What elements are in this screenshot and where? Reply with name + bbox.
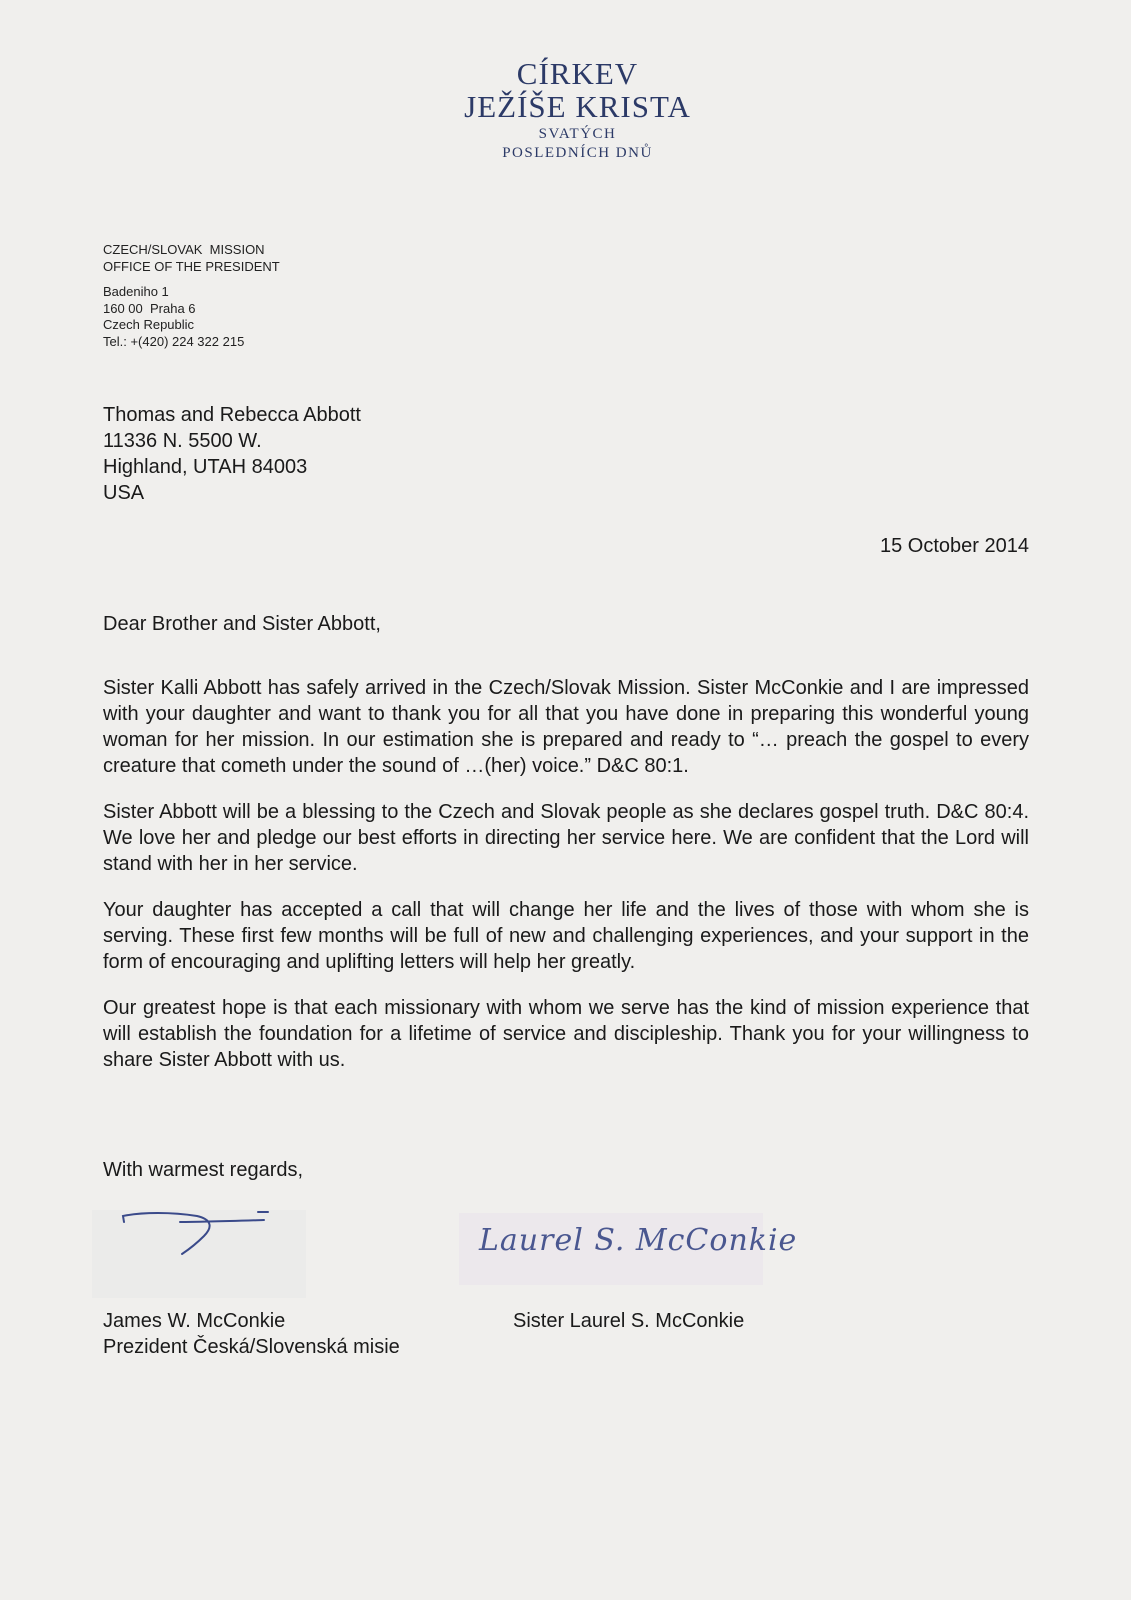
signatory-laurel-name: Sister Laurel S. McConkie [513, 1310, 745, 1332]
sender-street: Badeniho 1 [103, 284, 169, 299]
sender-country: Czech Republic [103, 317, 195, 332]
logo-line-1: CÍRKEV [516, 56, 639, 91]
signature-laurel [459, 1213, 798, 1285]
logo-line-2: JEŽÍŠE KRISTA [464, 89, 691, 124]
salutation: Dear Brother and Sister Abbott, [103, 613, 381, 635]
recipient-names: Thomas and Rebecca Abbott [103, 404, 361, 426]
letter-date: 15 October 2014 [880, 535, 1029, 557]
body-paragraph: Sister Abbott will be a blessing to the Czech and Slovak people as she declares gospel truth. D&C 80:4. We love her and pledge our best efforts in directing her service here. We are confident that the Lord will stand with her in her service. [103, 801, 1029, 875]
logo-line-4: POSLEDNÍCH DNŮ [502, 145, 653, 161]
closing: With warmest regards, [103, 1159, 304, 1181]
body-paragraph: Our greatest hope is that each missionary with whom we serve has the kind of mission experience that will establish the foundation for a lifetime of service and discipleship. Thank you for your willingness to share Sister Abbott with us. [103, 997, 1029, 1071]
signature-laurel-image: Laurel S. McConkie [479, 1223, 798, 1258]
sender-city: 160 00 Praha 6 [103, 300, 196, 316]
recipient-country: USA [103, 482, 145, 504]
sender-office: OFFICE OF THE PRESIDENT [103, 258, 280, 274]
signatory-james-name: James W. McConkie [103, 1310, 286, 1332]
recipient-address [103, 402, 361, 506]
signature-james-image [92, 1210, 306, 1298]
logo-line-3: SVATÝCH [538, 126, 617, 142]
body-paragraph: Sister Kalli Abbott has safely arrived in the Czech/Slovak Mission. Sister McConkie and I are impressed with your daughter and want to thank you for all that you have done in preparing this wonderful young woman for her mission. In our estimation she is prepared and ready to “… preach the gospel to every creature that cometh under the sound of …(her) voice.” D&C 80:1. [103, 677, 1029, 777]
sender-phone: Tel.: +(420) 224 322 215 [103, 333, 245, 349]
letter-body [103, 675, 1029, 1093]
body-paragraph: Your daughter has accepted a call that will change her life and the lives of those with whom she is serving. These first few months will be full of new and challenging experiences, and your support in the form of encouraging and uplifting letters will help her greatly. [103, 899, 1029, 973]
sender-mission: CZECH/SLOVAK MISSION [103, 242, 265, 257]
signatory-james-title: Prezident Česká/Slovenská misie [103, 1336, 400, 1358]
sender-address [103, 242, 280, 350]
signature-james [92, 1210, 306, 1298]
signatory-james [103, 1308, 400, 1360]
church-logo [0, 58, 1131, 162]
recipient-street: 11336 N. 5500 W. [103, 430, 262, 452]
recipient-city: Highland, UTAH 84003 [103, 456, 308, 478]
signatory-laurel [513, 1308, 744, 1334]
